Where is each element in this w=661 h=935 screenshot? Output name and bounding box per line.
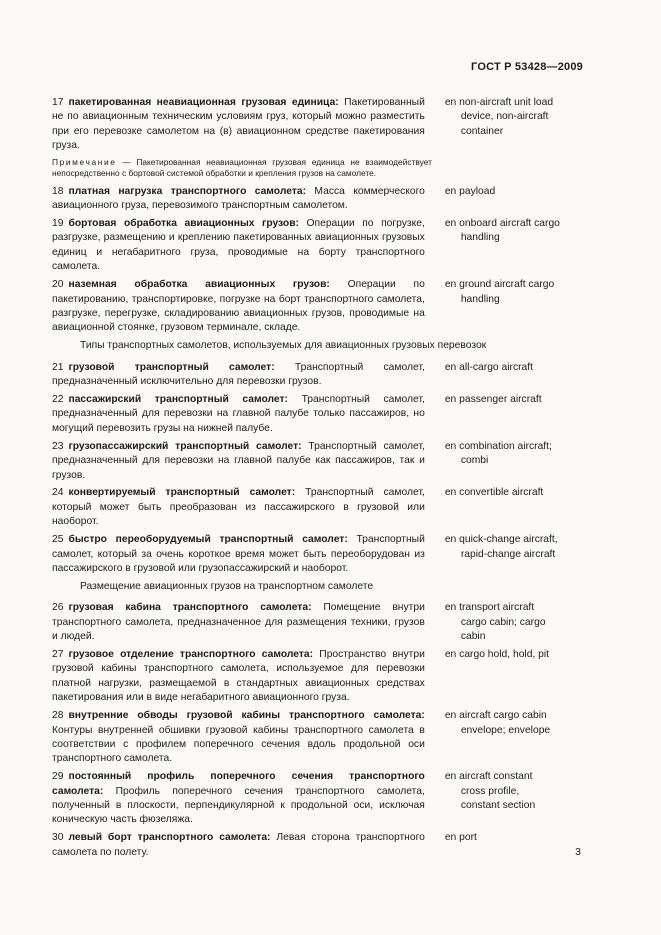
term-text: Пространство внутри грузовой кабины транспортного самолета, используемое для перевозки платной нагрузки, размещаемой в стандартных авиационных средствах пакетирования или в виде негабаритного авиационного груза.: [52, 649, 425, 704]
term-text: Профиль поперечного сечения транспортного самолета, полученный в плоскости, перпендикулярной к продольной оси, исключая коническую часть фюзеляжа.: [52, 785, 425, 826]
english-equivalent: cabin: [460, 631, 486, 643]
english-equivalent: all-cargo aircraft: [459, 361, 533, 373]
term-number: 29: [52, 771, 64, 783]
english-equivalent: cargo hold, hold, pit: [459, 649, 550, 660]
term-definition-ru: [52, 831, 425, 860]
term-definition-ru: [52, 96, 425, 154]
english-equivalent-line: [445, 601, 592, 615]
term-name: пакетированная неавиационная грузовая единица:: [68, 97, 339, 108]
term-definition-ru: [52, 393, 425, 436]
term-text: Операции по погрузке, разгрузке, размещению и креплению пакетированных авиационных грузовых единиц и негабаритного груза, проводимые на борту транспортного самолета.: [52, 218, 425, 273]
term-english: [445, 440, 592, 483]
english-equivalent: combination aircraft;: [459, 440, 552, 452]
language-code: en: [444, 218, 457, 230]
language-code: en: [444, 185, 457, 197]
term-number: 17: [52, 97, 64, 108]
english-equivalent: quick-change aircraft,: [459, 534, 558, 546]
document-body: [52, 96, 592, 864]
term-text: Операции по пакетированию, транспортировке, погрузке на борт транспортного самолета, разгрузке, перегрузке, складированию авиационных грузов, проводимые на авиационной стоянке, грузовом терминале, складе.: [52, 279, 425, 334]
language-code: en: [444, 279, 457, 291]
term-entry: [52, 831, 592, 860]
english-equivalent: envelope; envelope: [460, 724, 551, 736]
english-equivalent: aircraft cargo cabin: [459, 710, 547, 722]
language-code: en: [444, 394, 457, 405]
language-code: en: [444, 487, 457, 499]
term-english: [445, 185, 592, 214]
english-equivalent: cross profile,: [460, 785, 520, 797]
english-equivalent: handling: [460, 293, 500, 305]
english-equivalent: transport aircraft: [459, 602, 535, 614]
english-equivalent: cargo cabin; cargo: [460, 616, 546, 628]
term-entry: [52, 361, 592, 390]
english-equivalent-line: [445, 361, 592, 375]
english-equivalent: device, non-aircraft: [460, 111, 549, 123]
term-number: 22: [52, 394, 64, 405]
language-code: en: [444, 440, 457, 452]
term-entry: [52, 96, 592, 154]
term-name: платная нагрузка транспортного самолета:: [68, 185, 307, 197]
term-entry: [52, 486, 592, 529]
term-entry: [52, 217, 592, 275]
term-text: Помещение внутри транспортного самолета, предназначенное для размещения техники, грузов и людей.: [52, 602, 425, 643]
term-name: конвертируемый транспортный самолет:: [68, 487, 296, 499]
english-equivalent-line: [445, 96, 592, 110]
term-entry: [52, 601, 592, 644]
english-equivalent: payload: [459, 185, 496, 197]
section-heading: Размещение авиационных грузов на транспортном самолете: [80, 580, 374, 592]
term-name: постоянный профиль поперечного сечения транспортного самолета:: [52, 771, 425, 797]
term-english: [445, 96, 592, 154]
term-english: [445, 648, 592, 706]
term-english: [445, 831, 592, 860]
english-equivalent: handling: [460, 232, 500, 244]
term-number: 20: [52, 279, 64, 291]
term-english: [445, 393, 592, 436]
term-entry: [52, 440, 592, 483]
term-english: [445, 770, 592, 828]
english-equivalent-line: [445, 533, 592, 547]
term-definition-ru: [52, 486, 425, 529]
term-name: внутренние обводы грузовой кабины транспортного самолета:: [68, 710, 425, 722]
english-equivalent-line: [445, 648, 592, 662]
english-equivalent: onboard aircraft cargo: [459, 218, 560, 230]
term-text: Контуры внутренней обшивки грузовой кабины транспортного самолета в соответствии с профилем поперечного сечения вдоль продольной оси транспортного самолета.: [52, 724, 425, 765]
term-name: грузовой транспортный самолет:: [68, 361, 275, 373]
term-definition-ru: [52, 709, 425, 767]
english-equivalent-line: [445, 278, 592, 292]
english-equivalent-line: [445, 770, 592, 784]
term-definition-ru: [52, 770, 425, 828]
term-name: бортовая обработка авиационных грузов:: [68, 218, 299, 230]
language-code: en: [444, 534, 457, 546]
term-number: 23: [52, 440, 64, 452]
term-number: 25: [52, 534, 64, 546]
term-english: [445, 486, 592, 529]
term-text: Транспортный самолет, предназначенный исключительно для перевозки грузов.: [52, 361, 425, 388]
term-text: Транспортный самолет, который за очень короткое время может быть переоборудован из пассажирского в грузовой или грузопассажирский и наоборот.: [52, 534, 425, 574]
term-number: 27: [52, 649, 64, 660]
english-equivalent: constant section: [460, 800, 536, 812]
language-code: en: [444, 649, 457, 660]
term-name: грузовая кабина транспортного самолета:: [68, 602, 312, 614]
term-name: грузопассажирский транспортный самолет:: [68, 440, 302, 452]
english-equivalent: passenger aircraft: [459, 394, 542, 405]
term-number: 26: [52, 602, 64, 614]
term-english: [445, 361, 592, 390]
section-heading: Типы транспортных самолетов, используемых для авиационных грузовых перевозок: [80, 340, 487, 352]
term-number: 24: [52, 487, 64, 499]
term-name: левый борт транспортного самолета:: [68, 832, 271, 844]
english-equivalent: convertible aircraft: [459, 487, 544, 499]
term-entry: [52, 185, 592, 214]
language-code: en: [444, 771, 457, 783]
note: [52, 157, 432, 180]
term-definition-ru: [52, 278, 425, 336]
language-code: en: [444, 361, 457, 373]
term-number: 18: [52, 185, 64, 197]
page-number: 3: [575, 846, 581, 858]
note-text: Пакетированная неавиационная грузовая единица не взаимодействует непосредственно с бортовой системой обработки и крепления грузов на самолете.: [52, 157, 432, 179]
english-equivalent: rapid-change aircraft: [460, 548, 556, 560]
english-equivalent-line: [445, 393, 592, 407]
term-english: [445, 533, 592, 576]
term-text: Транспортный самолет, который может быть преобразован из пассажирского в грузовой или наоборот.: [52, 487, 425, 528]
english-equivalent-line: [445, 217, 592, 231]
english-equivalent: combi: [460, 455, 489, 467]
term-definition-ru: [52, 533, 425, 576]
language-code: en: [444, 710, 457, 722]
term-name: наземная обработка авиационных грузов:: [68, 279, 330, 291]
term-english: [445, 278, 592, 336]
english-equivalent-line: [445, 831, 592, 845]
term-entry: [52, 393, 592, 436]
term-name: грузовое отделение транспортного самолета:: [68, 649, 314, 660]
term-entry: [52, 278, 592, 336]
term-english: [445, 217, 592, 275]
term-number: 30: [52, 832, 64, 844]
english-equivalent: port: [459, 832, 477, 844]
term-text: Масса коммерческого авиационного груза, перевозимого транспортным самолетом.: [52, 185, 425, 212]
language-code: en: [444, 832, 457, 844]
note-dash: —: [116, 157, 137, 168]
english-equivalent-line: [445, 185, 592, 199]
term-definition-ru: [52, 185, 425, 214]
term-name: пассажирский транспортный самолет:: [68, 394, 288, 405]
term-entry: [52, 533, 592, 576]
term-number: 28: [52, 710, 64, 722]
term-definition-ru: [52, 601, 425, 644]
term-definition-ru: [52, 217, 425, 275]
term-definition-ru: [52, 361, 425, 390]
language-code: en: [444, 97, 457, 108]
term-english: [445, 601, 592, 644]
term-number: 21: [52, 361, 64, 373]
term-name: быстро переоборудуемый транспортный самолет:: [68, 534, 348, 546]
term-english: [445, 709, 592, 767]
term-entry: [52, 770, 592, 828]
term-entry: [52, 648, 592, 706]
english-equivalent: aircraft constant: [459, 771, 533, 783]
term-number: 19: [52, 218, 64, 230]
term-text: Левая сторона транспортного самолета по полету.: [52, 832, 425, 858]
english-equivalent: non-aircraft unit load: [459, 97, 554, 108]
english-equivalent-line: [445, 709, 592, 723]
note-title: Примечание: [52, 157, 117, 168]
language-code: en: [444, 602, 457, 614]
standard-header: ГОСТ Р 53428—2009: [471, 61, 583, 73]
term-definition-ru: [52, 648, 425, 706]
term-text: Транспортный самолет, предназначенный для перевозки на главной палубе как пассажиров, так и грузов.: [52, 440, 425, 481]
english-equivalent: container: [460, 125, 504, 137]
term-text: Транспортный самолет, предназначенный для перевозки на главной палубе только пассажиров, но могущий перевозить грузы на нижней палубе.: [52, 394, 425, 434]
term-text: Пакетированный не по авиационным техническим условиям груз, который можно разместить при его перевозке самолетом на (в) авиационном средстве пакетирования груза.: [52, 97, 425, 152]
english-equivalent-line: [445, 440, 592, 454]
english-equivalent-line: [445, 486, 592, 500]
term-entry: [52, 709, 592, 767]
term-definition-ru: [52, 440, 425, 483]
english-equivalent: ground aircraft cargo: [459, 279, 555, 291]
